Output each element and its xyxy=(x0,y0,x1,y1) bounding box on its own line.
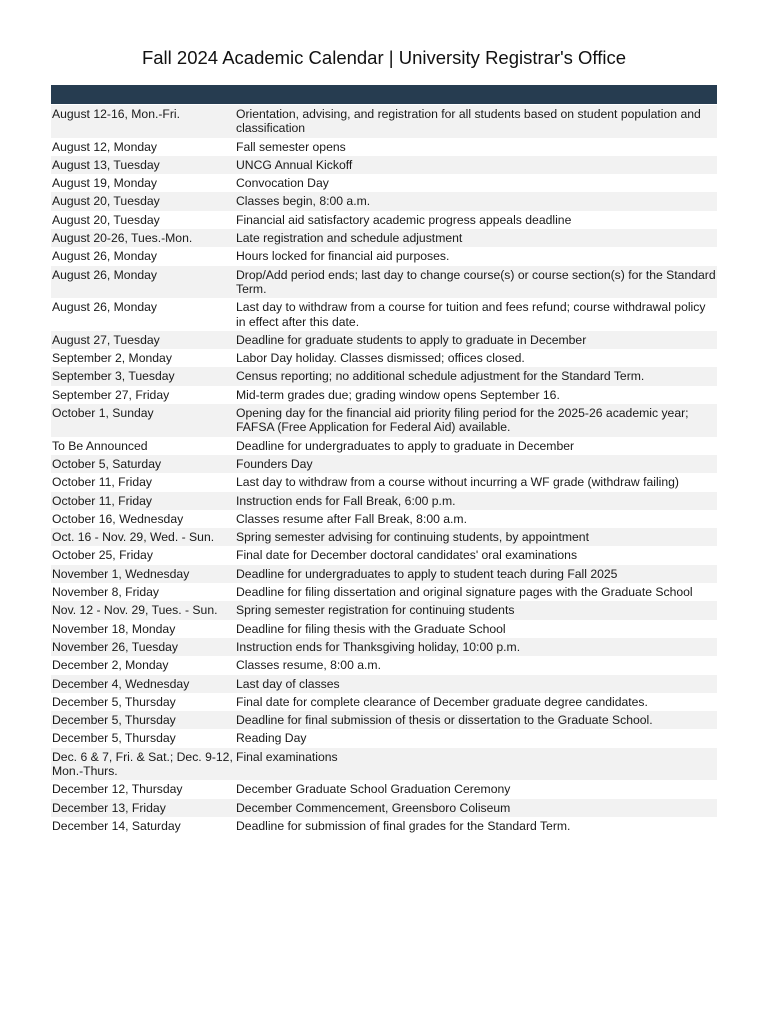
row-event: Census reporting; no additional schedule adjustment for the Standard Term. xyxy=(236,369,645,384)
row-date: Nov. 12 - Nov. 29, Tues. - Sun. xyxy=(52,603,218,618)
row-event: Classes begin, 8:00 a.m. xyxy=(236,194,371,209)
row-event: Fall semester opens xyxy=(236,139,346,154)
table-row xyxy=(51,247,717,265)
row-date: November 18, Monday xyxy=(52,621,176,636)
table-row xyxy=(51,437,717,455)
table-row xyxy=(51,638,717,656)
table-row xyxy=(51,817,717,835)
row-event: Instruction ends for Thanksgiving holiday, 10:00 p.m. xyxy=(236,639,521,654)
row-date: August 12-16, Mon.-Fri. xyxy=(52,107,181,121)
table-row xyxy=(51,192,717,210)
row-date: October 1, Sunday xyxy=(52,406,154,421)
row-event: Deadline for undergraduates to apply to student teach during Fall 2025 xyxy=(236,566,618,581)
row-event: Classes resume after Fall Break, 8:00 a.m. xyxy=(236,511,467,526)
table-row xyxy=(51,780,717,798)
row-date: August 19, Monday xyxy=(52,176,158,191)
row-event: December Graduate School Graduation Ceremony xyxy=(236,782,511,797)
table-row xyxy=(51,229,717,247)
row-event: Opening day for the financial aid priority filing period for the 2025-26 academic year; FAFSA (Free Application for Federal Aid) available. xyxy=(236,406,689,435)
row-date: December 14, Saturday xyxy=(52,818,181,833)
row-date: December 12, Thursday xyxy=(52,782,183,797)
row-date: December 13, Friday xyxy=(52,800,166,815)
table-row xyxy=(51,105,717,138)
row-event: Hours locked for financial aid purposes. xyxy=(236,249,450,264)
table-row xyxy=(51,331,717,349)
table-row xyxy=(51,386,717,404)
table-row xyxy=(51,156,717,174)
row-event: Last day to withdraw from a course for tuition and fees refund; course withdrawal policy in effect after this date. xyxy=(236,300,706,329)
row-event: Deadline for final submission of thesis or dissertation to the Graduate School. xyxy=(236,713,653,728)
row-date: October 11, Friday xyxy=(52,493,153,508)
row-event: Final date for complete clearance of December graduate degree candidates. xyxy=(236,694,648,709)
row-date: October 5, Saturday xyxy=(52,456,162,471)
row-event: Spring semester advising for continuing students, by appointment xyxy=(236,530,589,545)
row-date: November 1, Wednesday xyxy=(52,566,190,581)
table-row xyxy=(51,455,717,473)
row-date: September 2, Monday xyxy=(52,351,172,366)
row-date: To Be Announced xyxy=(52,438,148,453)
row-date: September 27, Friday xyxy=(52,387,170,402)
row-date: Dec. 6 & 7, Fri. & Sat.; Dec. 9-12, Mon.-Thurs. xyxy=(52,749,233,778)
row-date: August 27, Tuesday xyxy=(52,332,160,347)
row-date: October 11, Friday xyxy=(52,475,153,490)
table-row xyxy=(51,565,717,583)
table-row xyxy=(51,729,717,747)
row-date: December 5, Thursday xyxy=(52,713,176,728)
row-date: August 26, Monday xyxy=(52,300,158,315)
row-event: Deadline for undergraduates to apply to graduate in December xyxy=(236,438,575,453)
table-row xyxy=(51,528,717,546)
table-row xyxy=(51,799,717,817)
table-row xyxy=(51,473,717,491)
table-row xyxy=(51,583,717,601)
row-event: Last day to withdraw from a course without incurring a WF grade (withdraw failing) xyxy=(236,475,679,490)
row-event: Labor Day holiday. Classes dismissed; offices closed. xyxy=(236,351,525,366)
row-date: August 12, Monday xyxy=(52,139,158,154)
table-row xyxy=(51,748,717,781)
row-event: Reading Day xyxy=(236,731,307,746)
table-row xyxy=(51,211,717,229)
table-row xyxy=(51,266,717,299)
row-event: Convocation Day xyxy=(236,176,329,191)
table-row xyxy=(51,711,717,729)
table-row xyxy=(51,510,717,528)
table-row xyxy=(51,601,717,619)
row-event: Classes resume, 8:00 a.m. xyxy=(236,658,381,673)
row-event: Deadline for graduate students to apply to graduate in December xyxy=(236,332,587,347)
page-title: Fall 2024 Academic Calendar | University Registrar's Office xyxy=(141,47,627,68)
row-date: August 20, Tuesday xyxy=(52,194,160,209)
row-event: Spring semester registration for continuing students xyxy=(236,603,515,618)
row-date: Oct. 16 - Nov. 29, Wed. - Sun. xyxy=(52,530,215,545)
row-date: November 8, Friday xyxy=(52,585,160,600)
row-event: Final date for December doctoral candidates' oral examinations xyxy=(236,548,578,563)
row-event: Late registration and schedule adjustment xyxy=(236,231,463,246)
row-event: Final examinations xyxy=(236,749,338,764)
table-row xyxy=(51,349,717,367)
row-date: October 25, Friday xyxy=(52,548,153,563)
row-date: August 20, Tuesday xyxy=(52,212,160,227)
table-row xyxy=(51,693,717,711)
calendar-table-body xyxy=(51,105,717,835)
row-date: August 13, Tuesday xyxy=(52,157,160,172)
row-event: Instruction ends for Fall Break, 6:00 p.m. xyxy=(236,493,456,508)
row-event: Deadline for filing thesis with the Graduate School xyxy=(236,621,506,636)
table-row xyxy=(51,138,717,156)
row-event: Last day of classes xyxy=(236,676,340,691)
row-event: Drop/Add period ends; last day to change course(s) or course section(s) for the Standard Term. xyxy=(236,267,716,296)
table-row xyxy=(51,492,717,510)
row-date: August 26, Monday xyxy=(52,267,158,282)
table-row xyxy=(51,367,717,385)
row-event: Financial aid satisfactory academic progress appeals deadline xyxy=(236,212,572,227)
row-event: Mid-term grades due; grading window opens September 16. xyxy=(236,387,560,402)
row-date: August 20-26, Tues.-Mon. xyxy=(52,231,193,246)
row-event: December Commencement, Greensboro Coliseum xyxy=(236,800,511,815)
row-date: December 5, Thursday xyxy=(52,694,176,709)
table-header-bar xyxy=(51,85,717,104)
row-date: October 16, Wednesday xyxy=(52,511,184,526)
row-date: August 26, Monday xyxy=(52,249,158,264)
row-event: Orientation, advising, and registration for all students based on student population and classification xyxy=(236,107,701,136)
row-date: September 3, Tuesday xyxy=(52,369,175,384)
table-row xyxy=(51,404,717,437)
table-row xyxy=(51,656,717,674)
row-event: Deadline for filing dissertation and original signature pages with the Graduate School xyxy=(236,585,693,600)
table-row xyxy=(51,620,717,638)
table-row xyxy=(51,298,717,331)
row-event: UNCG Annual Kickoff xyxy=(236,157,353,172)
table-row xyxy=(51,174,717,192)
row-date: November 26, Tuesday xyxy=(52,639,179,654)
row-event: Deadline for submission of final grades for the Standard Term. xyxy=(236,818,571,833)
table-row xyxy=(51,546,717,564)
row-date: December 5, Thursday xyxy=(52,731,176,746)
row-date: December 2, Monday xyxy=(52,658,169,673)
calendar-table xyxy=(51,105,717,835)
row-date: December 4, Wednesday xyxy=(52,676,190,691)
row-event: Founders Day xyxy=(236,456,313,471)
table-row xyxy=(51,675,717,693)
